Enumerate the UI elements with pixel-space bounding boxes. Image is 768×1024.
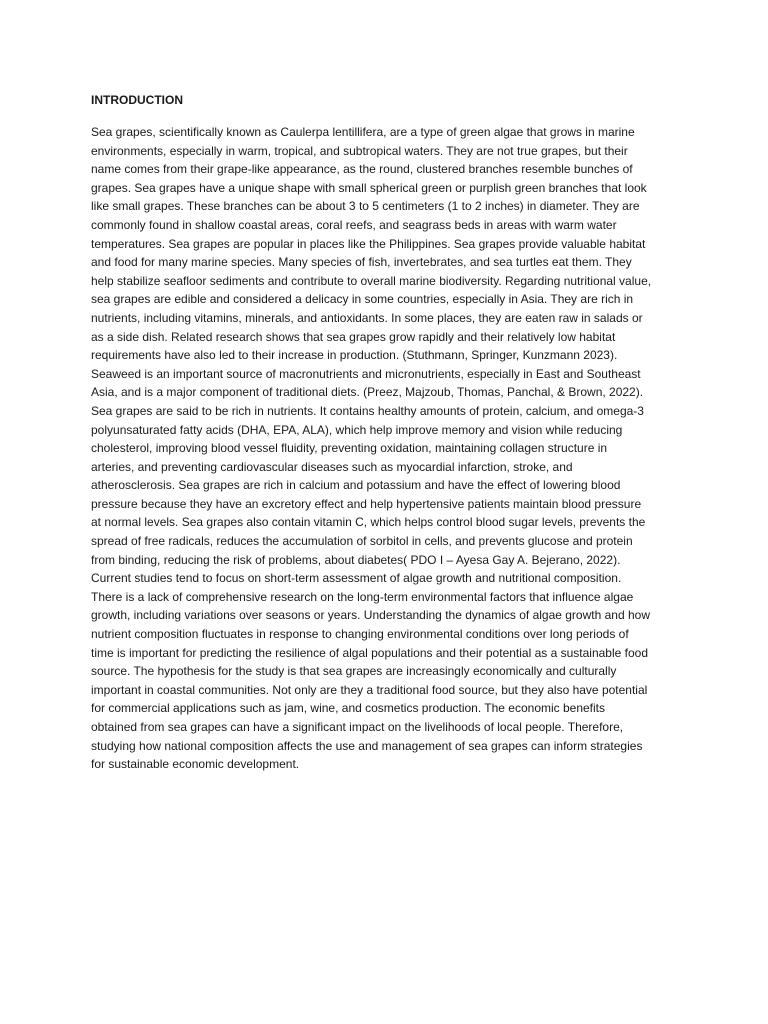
section-heading: INTRODUCTION [91,93,183,107]
introduction-paragraph: Sea grapes, scientifically known as Caulerpa lentillifera, are a type of green algae that grows in marine environments, especially in warm, tropical, and subtropical waters. They are not true grapes, but their name comes from their grape-like appearance, as the round, clustered branches resemble bunches of grapes. Sea grapes have a unique shape with small spherical green or purplish green branches that look like small grapes. These branches can be about 3 to 5 centimeters (1 to 2 inches) in diameter. They are commonly found in shallow coastal areas, coral reefs, and seagrass beds in areas with warm water temperatures. Sea grapes are popular in places like the Philippines. Sea grapes provide valuable habitat and food for many marine species. Many species of fish, invertebrates, and sea turtles eat them. They help stabilize seafloor sediments and contribute to overall marine biodiversity. Regarding nutritional value, sea grapes are edible and considered a delicacy in some countries, especially in Asia. They are rich in nutrients, including vitamins, minerals, and antioxidants. In some places, they are eaten raw in salads or as a side dish. Related research shows that sea grapes grow rapidly and their relatively low habitat requirements have also led to their increase in production. (Stuthmann, Springer, Kunzmann 2023). Seaweed is an important source of macronutrients and micronutrients, especially in East and Southeast Asia, and is a major component of traditional diets. (Preez, Majzoub, Thomas, Panchal, & Brown, 2022). Sea grapes are said to be rich in nutrients. It contains healthy amounts of protein, calcium, and omega-3 polyunsaturated fatty acids (DHA, EPA, ALA), which help improve memory and vision while reducing cholesterol, improving blood vessel fluidity, preventing oxidation, maintaining collagen structure in arteries, and preventing cardiovascular diseases such as myocardial infarction, stroke, and atherosclerosis. Sea grapes are rich in calcium and potassium and have the effect of lowering blood pressure because they have an excretory effect and help hypertensive patients maintain blood pressure at normal levels. Sea grapes also contain vitamin C, which helps control blood sugar levels, prevents the spread of free radicals, reduces the accumulation of sorbitol in cells, and prevents glucose and protein from binding, reducing the risk of problems, about diabetes( PDO I – Ayesa Gay A. Bejerano, 2022). Current studies tend to focus on short-term assessment of algae growth and nutritional composition. There is a lack of comprehensive research on the long-term environmental factors that influence algae growth, including variations over seasons or years. Understanding the dynamics of algae growth and how nutrient composition fluctuates in response to changing environmental conditions over long periods of time is important for predicting the resilience of algal populations and their potential as a sustainable food source. The hypothesis for the study is that sea grapes are increasingly economically and culturally important in coastal communities. Not only are they a traditional food source, but they also have potential for commercial applications such as jam, wine, and cosmetics production. The economic benefits obtained from sea grapes can have a significant impact on the livelihoods of local people. Therefore, studying how national composition affects the use and management of sea grapes can inform strategies for sustainable economic development. [91,125,652,772]
